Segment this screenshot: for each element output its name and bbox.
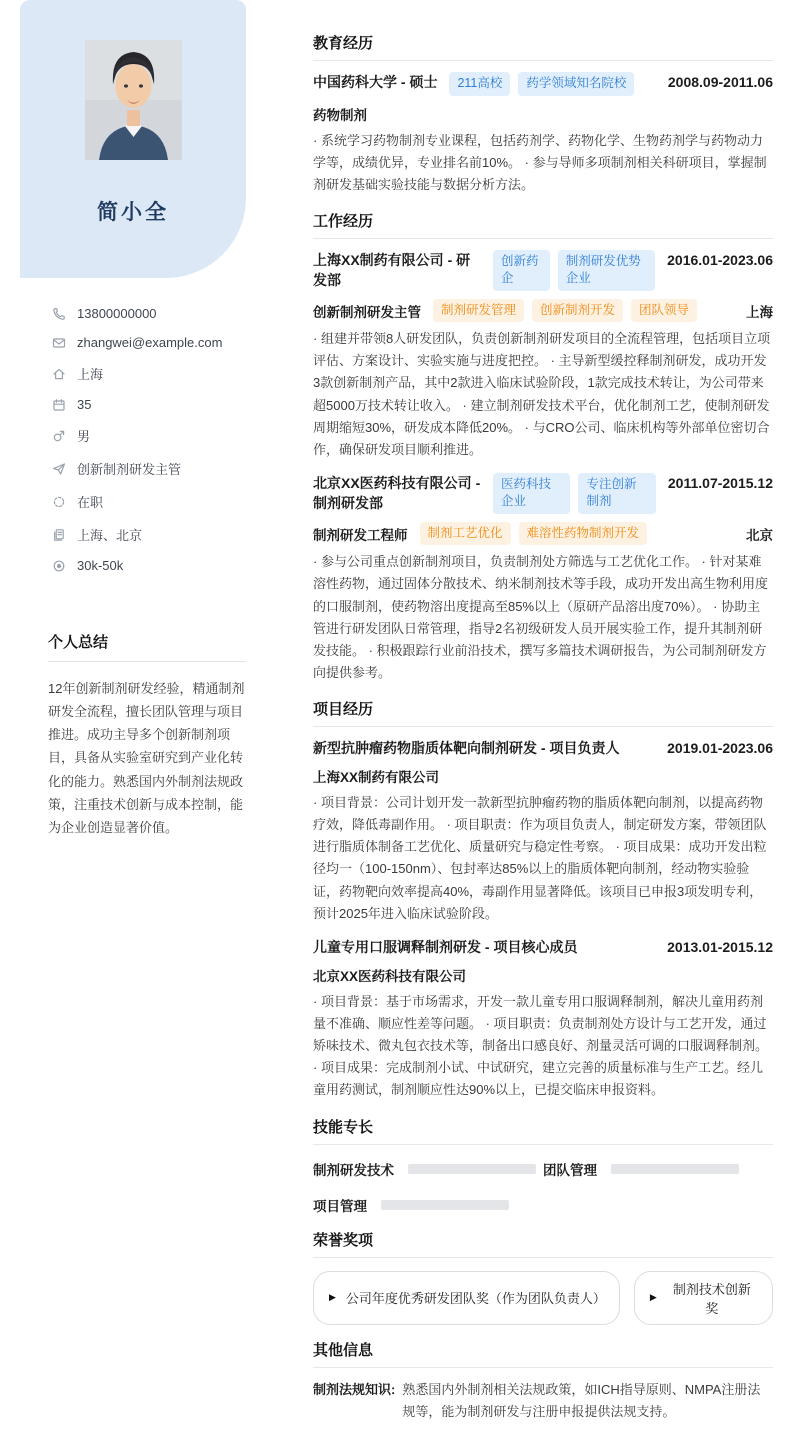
- contact-age: [52, 397, 246, 412]
- contact-salary: [52, 558, 246, 573]
- skills-grid: [313, 1159, 773, 1215]
- honor-pill[interactable]: [634, 1271, 773, 1325]
- company-name: 北京XX医药科技有限公司 - 制剂研发部: [313, 474, 481, 512]
- section-work: [313, 210, 773, 684]
- job-entry: [313, 250, 773, 461]
- position-tag: 团队领导: [631, 299, 697, 323]
- position-tag: 制剂研发管理: [433, 299, 524, 323]
- skill-item: [313, 1159, 543, 1179]
- summary-title: 个人总结: [48, 631, 246, 662]
- education-title: 教育经历: [313, 32, 773, 61]
- other-info-text: 熟悉国内外制剂相关法规政策，如ICH指导原则、NMPA注册法规等，能为制剂研发与注册申报提供法规支持。: [402, 1381, 761, 1419]
- company-name: 上海XX制药有限公司 - 研发部: [313, 251, 471, 289]
- job-location: 上海: [746, 304, 773, 320]
- city-icon: [52, 528, 66, 542]
- position-row: [313, 522, 773, 546]
- project-name: 新型抗肿瘤药物脂质体靶向制剂研发 - 项目负责人: [313, 739, 620, 756]
- position-icon: [52, 462, 66, 476]
- section-honors: [313, 1229, 773, 1325]
- resume-main: [313, 32, 773, 1437]
- job-location: 北京: [746, 527, 773, 543]
- education-date: 2008.09-2011.06: [667, 74, 773, 90]
- status-icon: [52, 495, 66, 509]
- position-name: 制剂研发工程师: [313, 527, 408, 543]
- position-tag: 创新制剂开发: [532, 299, 623, 323]
- contact-phone-value: 13800000000: [77, 306, 157, 321]
- contact-status-value: 在职: [77, 495, 104, 510]
- contact-gender-value: 男: [77, 429, 91, 444]
- section-projects: [313, 698, 773, 1102]
- project-date: 2019.01-2023.06: [667, 739, 773, 756]
- job-desc: · 参与公司重点创新制剂项目，负责制剂处方筛选与工艺优化工作。 · 针对某难溶性药物，通过固体分散技术、纳米制剂技术等手段，成功开发出高生物利用度的口服制剂，使药物溶出度提高至85%以上（原研产品溶出度70%）。 · 协助主管进行研发团队日常管理，指导2名初级研发人员开展实验工作，提升其制剂研发技能。 · 积极跟踪行业前沿技术，撰写多篇技术调研报告，为公司制剂研发方向提供参考。: [313, 554, 769, 680]
- project-desc: · 项目背景：公司计划开发一款新型抗肿瘤药物的脂质体靶向制剂，以提高药物疗效，降低毒副作用。 · 项目职责：作为项目负责人，制定研发方案，带领团队进行脂质体制备工艺优化、质量研究与稳定性考察。 · 项目成果：成功开发出粒径均一（100-150nm）、包封率达85%以上的脂质体靶向制剂，经动物实验验证，药物靶向效率提高40%，毒副作用显著降低。该项目已申报3项发明专利，预计2025年进入临床试验阶段。: [313, 795, 767, 921]
- section-other: [313, 1339, 773, 1423]
- skill-bar: [611, 1164, 739, 1174]
- contact-gender: [52, 426, 246, 445]
- school-tag: 药学领域知名院校: [518, 72, 634, 96]
- contact-location: [52, 364, 246, 383]
- person-name: 简小全: [97, 201, 169, 224]
- other-info-line: [313, 1379, 773, 1423]
- section-skills: [313, 1116, 773, 1215]
- skill-bar: [381, 1200, 509, 1210]
- contact-email: [52, 335, 246, 350]
- other-title: 其他信息: [313, 1339, 773, 1368]
- other-info-label: 制剂法规知识:: [313, 1381, 396, 1397]
- position-name: 创新制剂研发主管: [313, 304, 421, 320]
- summary-text: 12年创新制剂研发经验，精通制剂研发全流程，擅长团队管理与项目推进。成功主导多个创新制剂项目，具备从实验室研究到产业化转化的能力。熟悉国内外制剂法规政策，注重技术创新与成本控制，能为企业创造显著价值。: [48, 681, 245, 835]
- project-desc: · 项目背景：基于市场需求，开发一款儿童专用口服调释制剂，解决儿童用药剂量不准确、顺应性差等问题。 · 项目职责：负责制剂处方设计与工艺开发，通过矫味技术、微丸包衣技术等，制备出口感良好、剂量灵活可调的口服调释制剂。 · 项目成果：完成制剂小试、中试研究，建立完善的质量标准与生产工艺。经儿童用药测试，制剂顺应性达90%以上，已提交临床申报资料。: [313, 994, 769, 1098]
- honor-label: 制剂技术创新奖: [672, 1281, 751, 1316]
- company-tag: 创新药企: [493, 250, 550, 291]
- projects-title: 项目经历: [313, 698, 773, 727]
- position-tags: [420, 522, 648, 546]
- honor-pill[interactable]: [313, 1271, 620, 1325]
- profile-panel: [20, 0, 246, 278]
- section-education: [313, 32, 773, 196]
- job-header: [313, 473, 773, 514]
- job-date: 2016.01-2023.06: [667, 251, 773, 268]
- honors-title: 荣誉奖项: [313, 1229, 773, 1258]
- skill-label: 项目管理: [313, 1198, 367, 1214]
- skill-label: 制剂研发技术: [313, 1162, 394, 1178]
- position-row: [313, 299, 773, 323]
- honor-label: 公司年度优秀研发团队奖（作为团队负责人）: [345, 1291, 606, 1307]
- profile-photo: [85, 40, 182, 160]
- personal-summary: [48, 631, 246, 839]
- project-name: 儿童专用口服调释制剂研发 - 项目核心成员: [313, 938, 578, 955]
- phone-icon: [52, 307, 66, 321]
- work-title: 工作经历: [313, 210, 773, 239]
- project-header: [313, 738, 773, 758]
- play-icon: ▶: [329, 1292, 336, 1303]
- project-entry: [313, 738, 773, 925]
- company-tag: 专注创新制剂: [578, 473, 655, 514]
- project-entry: [313, 937, 773, 1102]
- job-entry: [313, 473, 773, 684]
- contact-cities-value: 上海、北京: [77, 528, 143, 543]
- project-date: 2013.01-2015.12: [667, 938, 773, 955]
- contact-list: [52, 306, 246, 573]
- school-name: 中国药科大学 - 硕士: [313, 74, 438, 90]
- school-tag: 211高校: [449, 72, 510, 96]
- gender-icon: [52, 429, 66, 443]
- contact-location-value: 上海: [77, 367, 104, 382]
- honors-row: [313, 1271, 773, 1325]
- mail-icon: [52, 336, 66, 350]
- contact-target-position: [52, 459, 246, 478]
- company-tags: [493, 250, 655, 291]
- portrait-illustration: [85, 40, 182, 160]
- job-desc: · 组建并带领8人研发团队，负责创新制剂研发项目的全流程管理，包括项目立项评估、方案设计、实验实施与进度把控。 · 主导新型缓控释制剂研发，成功开发3款创新制剂产品，其中2款进入临床试验阶段，1款完成技术转让，为公司带来超5000万技术转让收入。 · 建立制剂研发技术平台，优化制剂工艺，使制剂研发周期缩短30%，研发成本降低20%。 · 与CRO公司、临床机构等外部单位密切合作，确保研发项目顺利推进。: [313, 331, 771, 457]
- skills-title: 技能专长: [313, 1116, 773, 1145]
- contact-cities: [52, 525, 246, 544]
- position-tag: 难溶性药物制剂开发: [519, 522, 648, 546]
- salary-icon: [52, 559, 66, 573]
- home-icon: [52, 367, 66, 381]
- position-tag: 制剂工艺优化: [420, 522, 511, 546]
- contact-email-value: zhangwei@example.com: [77, 335, 223, 350]
- skill-item: [313, 1195, 543, 1215]
- contact-status: [52, 492, 246, 511]
- company-tags: [493, 473, 656, 514]
- sidebar: [20, 0, 246, 839]
- contact-age-value: 35: [77, 397, 92, 412]
- education-entry: [313, 72, 773, 96]
- job-date: 2011.07-2015.12: [667, 474, 773, 491]
- skill-label: 团队管理: [543, 1162, 597, 1178]
- education-desc: · 系统学习药物制剂专业课程，包括药剂学、药物化学、生物药剂学与药物动力学等，成绩优异，专业排名前10%。 · 参与导师多项制剂相关科研项目，掌握制剂研发基础实验技能与数据分析方法。: [313, 132, 767, 192]
- project-header: [313, 937, 773, 957]
- contact-phone: [52, 306, 246, 321]
- play-icon: ▶: [649, 1292, 657, 1303]
- contact-position-value: 创新制剂研发主管: [77, 462, 182, 477]
- project-company: 上海XX制药有限公司: [313, 770, 440, 786]
- job-header: [313, 250, 773, 291]
- project-company: 北京XX医药科技有限公司: [313, 969, 467, 985]
- education-major: 药物制剂: [313, 107, 367, 123]
- company-tag: 制剂研发优势企业: [558, 250, 655, 291]
- skill-item: [543, 1159, 773, 1179]
- school-tags: [449, 72, 634, 96]
- contact-salary-value: 30k-50k: [77, 558, 124, 573]
- skill-bar: [408, 1164, 536, 1174]
- company-tag: 医药科技企业: [493, 473, 570, 514]
- age-icon: [52, 398, 66, 412]
- position-tags: [433, 299, 697, 323]
